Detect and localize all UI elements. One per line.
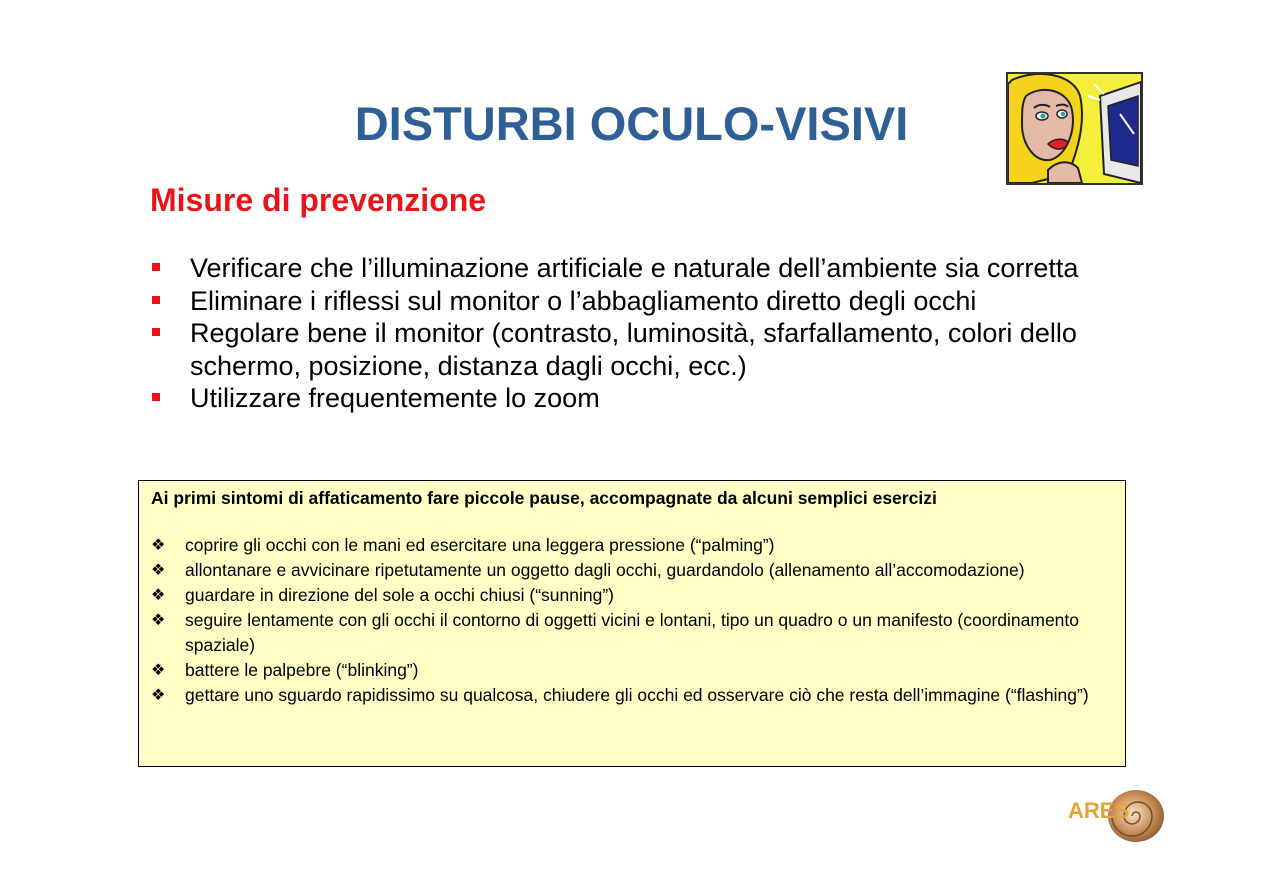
- exercise-item-text: coprire gli occhi con le mani ed esercitare una leggera pressione (“palming”): [185, 535, 775, 555]
- exercises-list: [151, 533, 1113, 708]
- exercise-item-text: seguire lentamente con gli occhi il contorno di oggetti vicini e lontani, tipo un quadro o un manifesto (coordinamento spaziale): [185, 610, 1080, 655]
- woman-at-monitor-clipart: [1006, 72, 1143, 185]
- diamond-bullet-icon: ❖: [151, 612, 166, 629]
- diamond-bullet-icon: ❖: [151, 587, 166, 604]
- slide-title: DISTURBI OCULO-VISIVI: [354, 97, 909, 150]
- exercise-item: [151, 683, 1113, 708]
- exercises-box: [138, 480, 1126, 767]
- exercise-item-text: guardare in direzione del sole a occhi chiusi (“sunning”): [185, 585, 614, 605]
- exercise-item: [151, 558, 1113, 583]
- exercises-heading: Ai primi sintomi di affaticamento fare piccole pause, accompagnate da alcuni semplici esercizi: [151, 488, 937, 508]
- exercise-item: [151, 533, 1113, 558]
- red-square-bullet-icon: [152, 263, 160, 271]
- exercise-item: [151, 608, 1113, 658]
- ares-logo-text: ARES: [1068, 798, 1130, 823]
- prevention-item-text: Verificare che l’illuminazione artificiale e naturale dell’ambiente sia corretta: [190, 253, 1079, 283]
- exercise-item-text: allontanare e avvicinare ripetutamente un oggetto dagli occhi, guardandolo (allenamento all’accomodazione): [185, 560, 1025, 580]
- section-subtitle: Misure di prevenzione: [150, 182, 487, 218]
- diamond-bullet-icon: ❖: [151, 562, 166, 579]
- red-square-bullet-icon: [152, 393, 160, 401]
- red-square-bullet-icon: [152, 296, 160, 304]
- exercise-item-text: gettare uno sguardo rapidissimo su qualcosa, chiudere gli occhi ed osservare ciò che resta dell’immagine (“flashing”): [185, 685, 1089, 705]
- prevention-item: [150, 382, 1130, 415]
- diamond-bullet-icon: ❖: [151, 687, 166, 704]
- diamond-bullet-icon: ❖: [151, 662, 166, 679]
- prevention-item: [150, 285, 1130, 318]
- exercise-item: [151, 658, 1113, 683]
- red-square-bullet-icon: [152, 328, 160, 336]
- prevention-item-text: Regolare bene il monitor (contrasto, luminosità, sfarfallamento, colori dello schermo, posizione, distanza dagli occhi, ecc.): [190, 318, 1077, 381]
- exercise-item: [151, 583, 1113, 608]
- exercise-item-text: battere le palpebre (“blinking”): [185, 660, 419, 680]
- diamond-bullet-icon: ❖: [151, 537, 166, 554]
- prevention-item: [150, 317, 1130, 382]
- prevention-item: [150, 252, 1130, 285]
- prevention-item-text: Eliminare i riflessi sul monitor o l’abbagliamento diretto degli occhi: [190, 285, 977, 316]
- prevention-list: [150, 252, 1130, 415]
- prevention-item-text: Utilizzare frequentemente lo zoom: [190, 383, 600, 413]
- ares-logo: [1066, 784, 1166, 846]
